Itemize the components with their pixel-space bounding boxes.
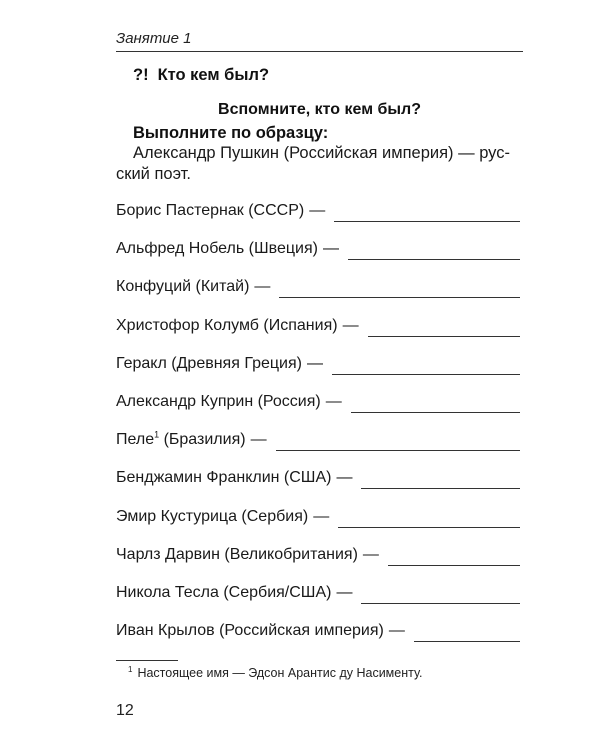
footnote-reference: 1 [154,429,160,440]
list-item [116,622,520,646]
item-name: Конфуций (Китай) [116,278,250,295]
answer-blank[interactable] [338,511,520,528]
answer-blank[interactable] [332,358,520,375]
list-item [116,584,520,608]
answer-blank[interactable] [368,320,520,337]
item-name: Александр Куприн (Россия) [116,393,321,410]
item-dash: — [362,546,379,563]
footnote [128,666,422,680]
item-dash: — [336,584,353,601]
item-name: Эмир Кустурица (Сербия) [116,508,309,525]
page-number: 12 [116,702,134,719]
answer-blank[interactable] [361,587,520,604]
item-dash: — [322,240,339,257]
list-item [116,278,520,302]
answer-blank[interactable] [414,625,520,642]
item-name: Альфред Нобель (Швеция) [116,240,318,257]
item-name: Христофор Колумб (Испания) [116,317,338,334]
item-dash: — [325,393,342,410]
list-item [116,317,520,341]
footnote-mark: 1 [128,664,133,674]
item-name [116,431,246,449]
list-item [116,393,520,417]
answer-blank[interactable] [361,472,520,489]
list-item [116,469,520,493]
instruction-title: Вспомните, кто кем был? [218,101,421,118]
answer-blank[interactable] [388,549,520,566]
item-name: Геракл (Древняя Греция) [116,355,302,372]
answer-blank[interactable] [279,281,520,298]
item-dash: — [250,431,267,448]
item-dash: — [309,202,326,219]
answer-blank[interactable] [276,434,520,451]
item-name: Никола Тесла (Сербия/США) [116,584,332,601]
list-item [116,355,520,379]
footnote-text: Настоящее имя — Эдсон Арантис ду Насименту. [137,666,423,680]
item-dash: — [313,508,330,525]
item-name: Бенджамин Франклин (США) [116,469,332,486]
list-item [116,240,520,264]
list-item [116,546,520,570]
section-label: Занятие 1 [116,30,192,47]
answer-blank[interactable] [351,396,520,413]
item-name: Чарлз Дарвин (Великобритания) [116,546,358,563]
answer-blank[interactable] [334,205,520,222]
item-name-part: (Бразилия) [159,431,246,448]
exercise-title-text: Кто кем был? [157,66,270,84]
item-dash: — [254,278,271,295]
item-dash: — [342,317,359,334]
item-name: Иван Крылов (Российская империя) [116,622,384,639]
pattern-heading: Выполните по образцу: [133,124,329,142]
exercise-title [133,66,269,85]
footnote-divider [116,660,178,661]
list-item [116,508,520,532]
answer-blank[interactable] [348,243,520,260]
item-dash: — [388,622,405,639]
list-item [116,431,520,455]
item-name-part: Пеле [116,431,155,448]
item-dash: — [306,355,323,372]
item-name: Борис Пастернак (СССР) [116,202,305,219]
example-text: Александр Пушкин (Российская империя) — русский поэт. [116,144,510,183]
exercise-mark: ?! [133,66,149,84]
header-divider [116,51,523,52]
list-item [116,202,520,226]
item-dash: — [336,469,353,486]
